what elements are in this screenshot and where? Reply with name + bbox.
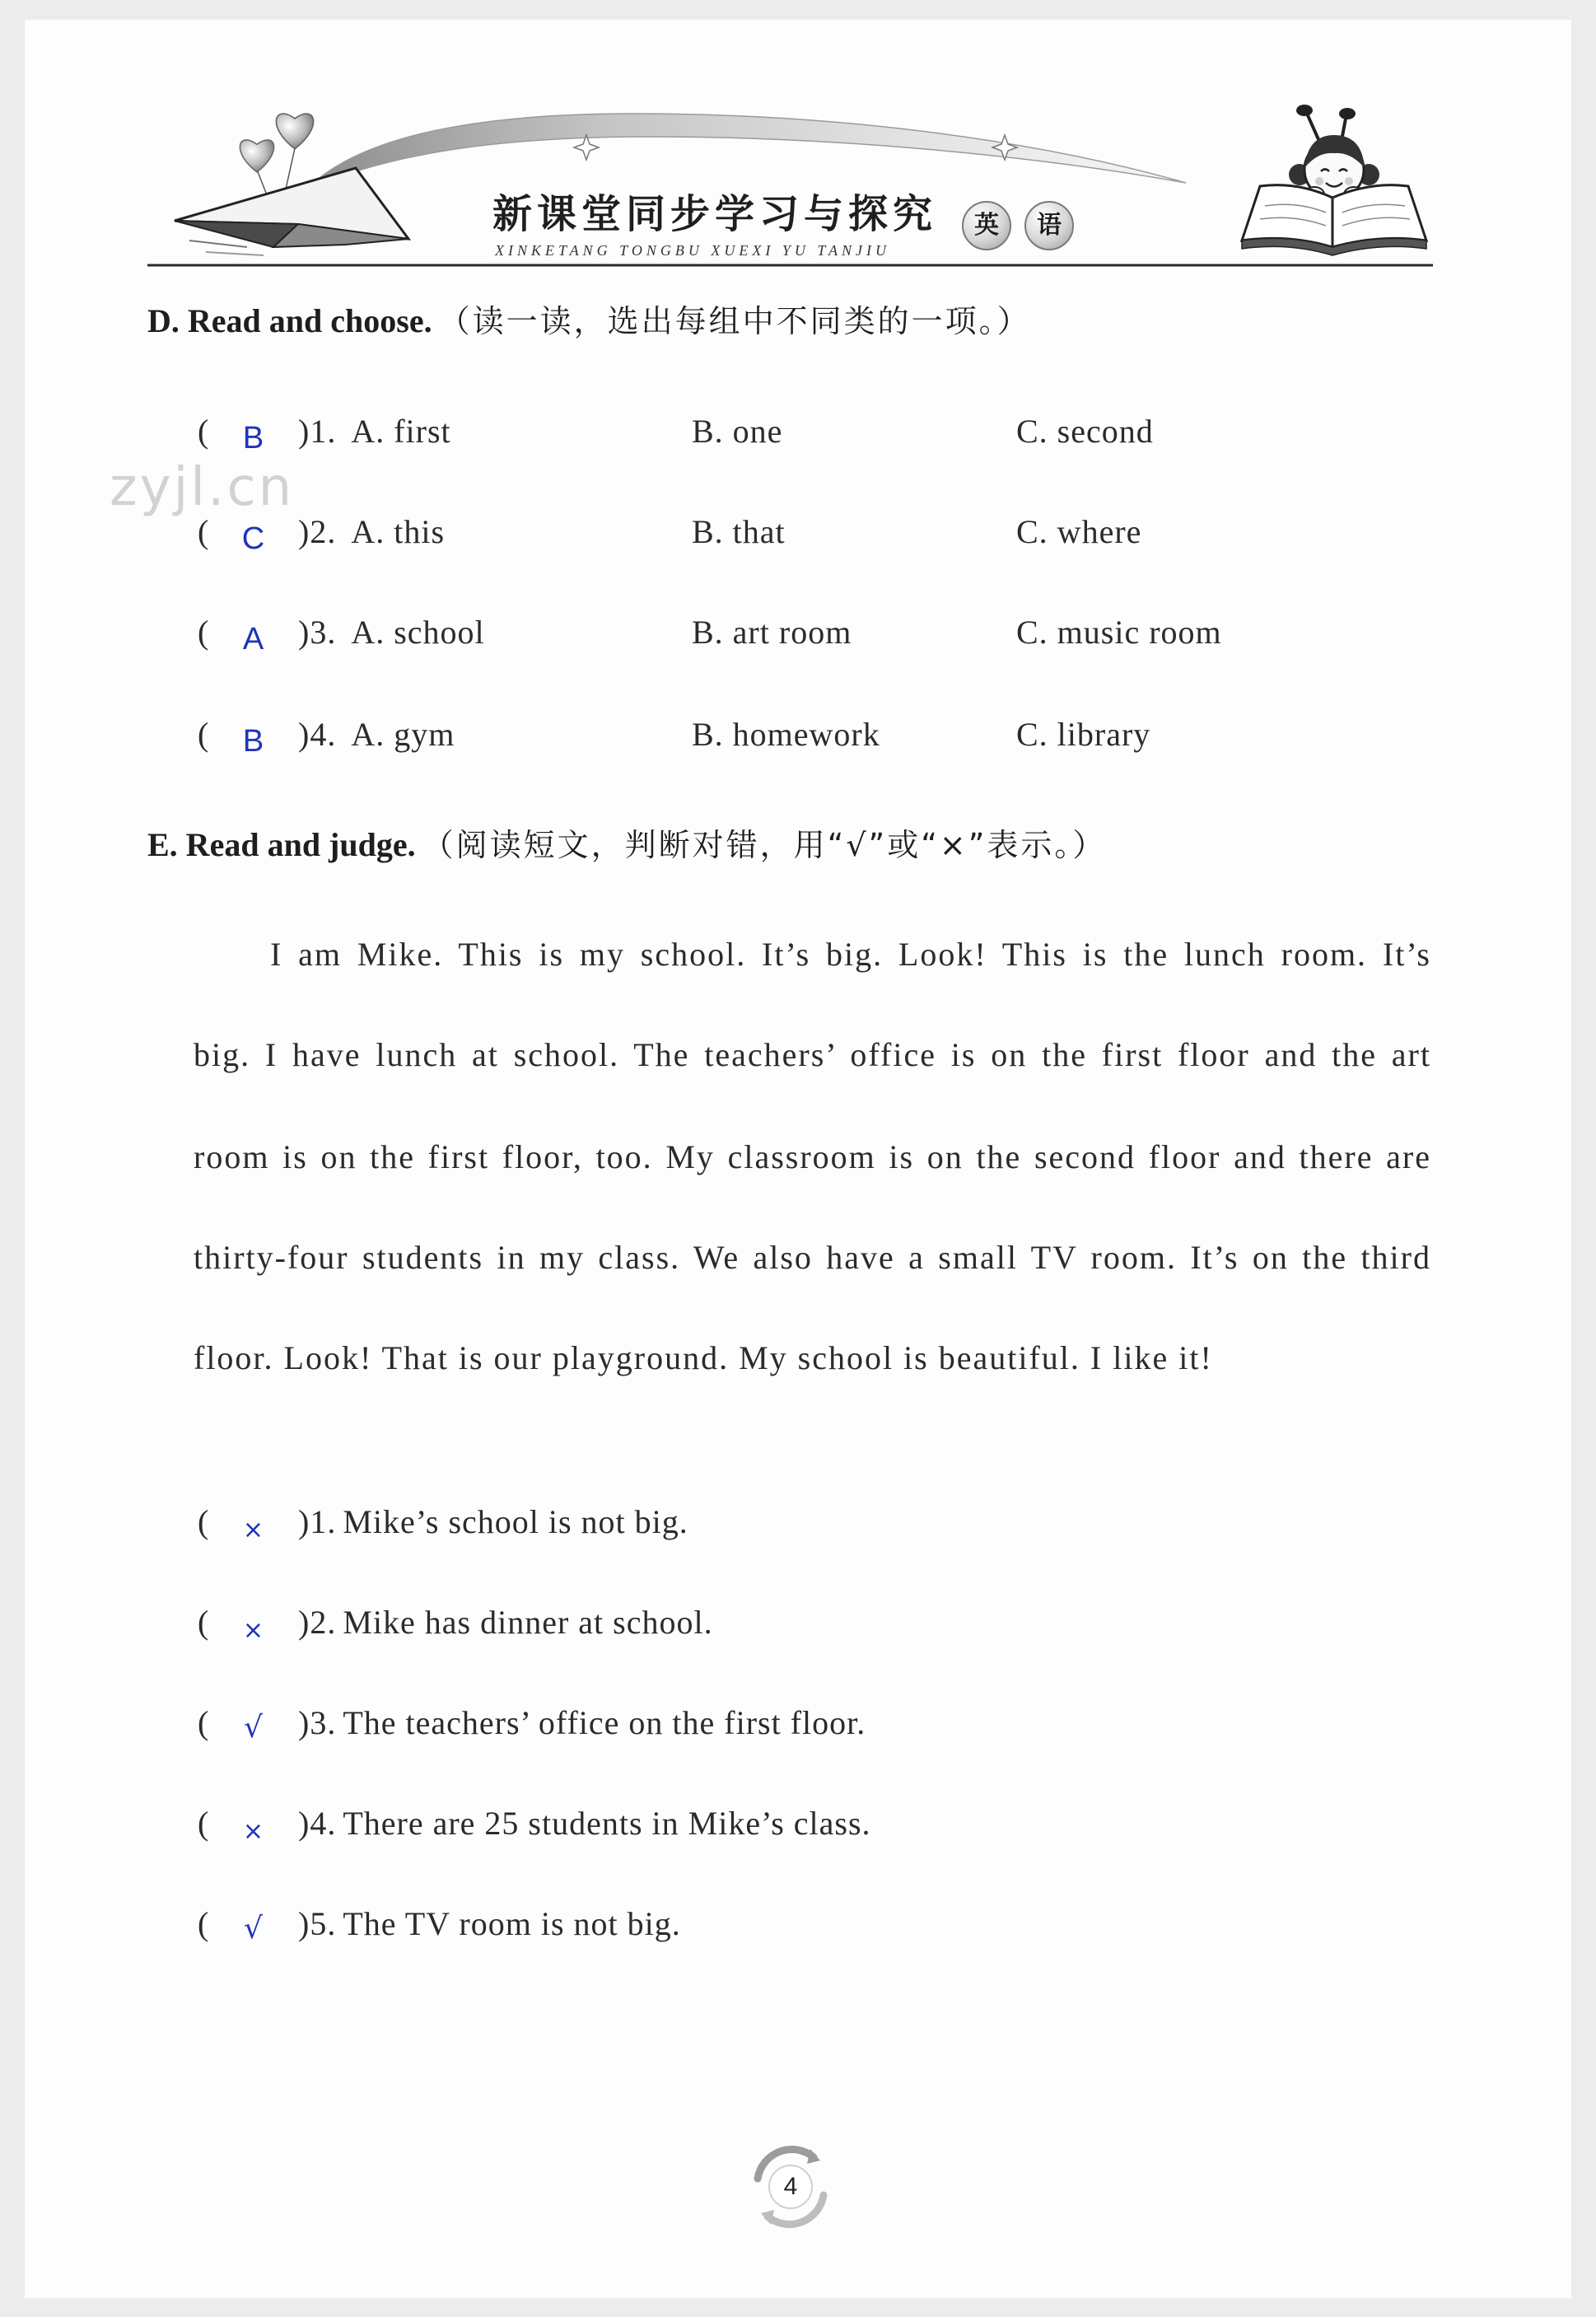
statement-text: Mike has dinner at school.	[343, 1604, 713, 1641]
judge-item-2	[0, 1601, 1596, 1644]
option-a: A. this	[351, 513, 446, 550]
subject-badge-2: 语	[1024, 201, 1074, 250]
statement-body	[298, 1903, 681, 1946]
check-mark: √	[244, 1711, 264, 1745]
cross-mark: ×	[242, 1817, 265, 1846]
option-c: C. music room	[1016, 614, 1222, 651]
question-body	[298, 410, 451, 453]
answer-mark: B	[242, 421, 265, 455]
question-number: 5.	[310, 1905, 337, 1942]
section-d-heading	[147, 300, 1031, 343]
watermark: zyjl.cn	[110, 457, 295, 518]
choose-item-3	[0, 611, 1596, 654]
question-body	[298, 611, 485, 654]
question-number: 2.	[310, 1604, 337, 1641]
paper-airplane-illustration	[175, 168, 408, 255]
statement-text: There are 25 students in Mike’s class.	[343, 1805, 871, 1842]
close-bracket: )	[298, 1704, 310, 1741]
answer-mark: A	[242, 622, 265, 656]
open-bracket: (	[198, 1905, 210, 1942]
option-b: B. one	[692, 413, 783, 450]
option-b: B. that	[692, 513, 786, 550]
section-d-title: D. Read and choose.	[147, 302, 432, 339]
answer-mark: B	[242, 724, 265, 759]
close-bracket: )	[298, 413, 310, 450]
passage-line: big. I have lunch at school. The teachers’ office is on the first floor and the art	[194, 1036, 1431, 1073]
choose-item-1	[0, 410, 1596, 453]
book-title-pinyin: XINKETANG TONGBU XUEXI YU TANJIU	[495, 242, 891, 259]
open-bracket: (	[198, 1503, 210, 1540]
girl-reading-illustration	[1242, 105, 1426, 255]
passage-line: floor. Look! That is our playground. My school is beautiful. I like it!	[194, 1339, 1213, 1376]
choose-item-2	[0, 511, 1596, 554]
close-bracket: )	[298, 513, 310, 550]
question-number: 1.	[310, 1503, 337, 1540]
question-number: 1.	[310, 413, 337, 450]
sparkle-star-icon	[574, 135, 599, 160]
passage-line: I am Mike. This is my school. It’s big. Look! This is the lunch room. It’s	[270, 936, 1431, 973]
passage-line: room is on the first floor, too. My classroom is on the second floor and there are	[194, 1138, 1431, 1175]
statement-text: Mike’s school is not big.	[343, 1503, 688, 1540]
close-bracket: )	[298, 1604, 310, 1641]
cross-mark: ×	[242, 1516, 265, 1544]
option-b: B. art room	[692, 614, 852, 651]
swoosh-ribbon	[305, 114, 1186, 191]
question-body	[298, 511, 445, 554]
statement-body	[298, 1702, 866, 1745]
judge-item-5	[0, 1903, 1596, 1946]
statement-text: The teachers’ office on the first floor.	[343, 1704, 866, 1741]
open-bracket: (	[198, 716, 210, 753]
cross-mark: ×	[242, 1616, 265, 1645]
book-title: 新课堂同步学习与探究	[492, 191, 938, 237]
check-mark: √	[244, 1912, 264, 1946]
option-a: A. gym	[351, 716, 455, 753]
option-a: A. school	[351, 614, 485, 651]
section-d-instruction: （读一读，选出每组中不同类的一项。）	[438, 303, 1031, 339]
answer-mark: C	[241, 521, 266, 556]
question-body	[298, 713, 455, 756]
statement-text: The TV room is not big.	[343, 1905, 681, 1942]
open-bracket: (	[198, 1604, 210, 1641]
section-e-instruction: （阅读短文，判断对错，用“√”或“×”表示。）	[422, 827, 1107, 863]
open-bracket: (	[198, 513, 210, 550]
open-bracket: (	[198, 413, 210, 450]
close-bracket: )	[298, 1503, 310, 1540]
open-bracket: (	[198, 1704, 210, 1741]
statement-body	[298, 1802, 871, 1845]
choose-item-4	[0, 713, 1596, 759]
option-c: C. library	[1016, 716, 1151, 753]
option-b: B. homework	[692, 716, 880, 753]
close-bracket: )	[298, 1905, 310, 1942]
close-bracket: )	[298, 614, 310, 651]
close-bracket: )	[298, 716, 310, 753]
statement-body	[298, 1601, 713, 1644]
option-a: A. first	[351, 413, 451, 450]
judge-item-3	[0, 1702, 1596, 1745]
question-number: 3.	[310, 614, 337, 651]
passage-line: thirty-four students in my class. We also have a small TV room. It’s on the third	[194, 1239, 1431, 1276]
option-c: C. second	[1016, 413, 1154, 450]
question-number: 3.	[310, 1704, 337, 1741]
close-bracket: )	[298, 1805, 310, 1842]
question-number: 4.	[310, 1805, 337, 1842]
open-bracket: (	[198, 1805, 210, 1842]
subject-badge-1: 英	[962, 201, 1011, 250]
option-c: C. where	[1016, 513, 1142, 550]
statement-body	[298, 1501, 688, 1544]
section-e-title: E. Read and judge.	[147, 826, 416, 863]
question-number: 4.	[310, 716, 337, 753]
question-number: 2.	[310, 513, 337, 550]
judge-item-1	[0, 1501, 1596, 1544]
section-e-heading	[147, 824, 1106, 867]
page-number: 4	[783, 2173, 798, 2200]
judge-item-4	[0, 1802, 1596, 1845]
open-bracket: (	[198, 614, 210, 651]
